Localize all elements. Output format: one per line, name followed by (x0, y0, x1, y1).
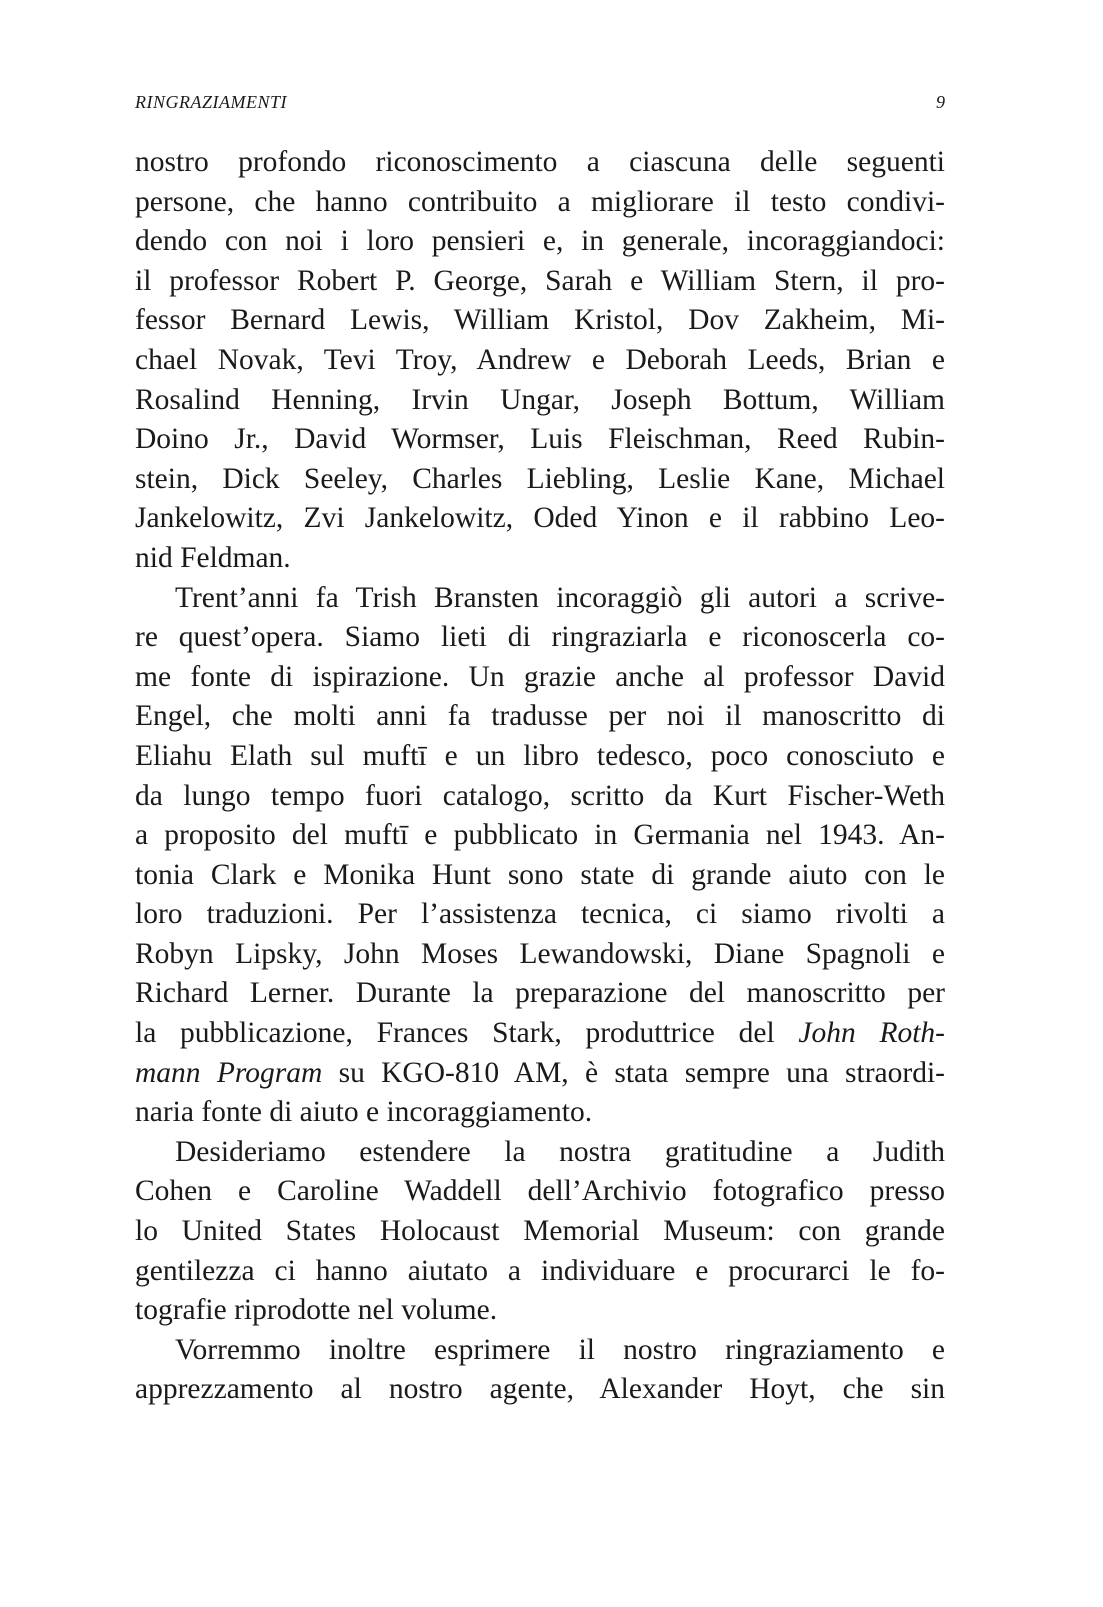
text-line: Trent’anni fa Trish Bransten incoraggiò gli autori a scrive- (175, 581, 945, 614)
text-line: apprezzamento al nostro agente, Alexander Hoyt, che sin (135, 1373, 945, 1406)
text-line: tonia Clark e Monika Hunt sono state di grande aiuto con le (135, 858, 945, 891)
book-title-italic: John Roth- (798, 1017, 945, 1050)
text-line: Cohen e Caroline Waddell dell’Archivio fotografico presso (135, 1175, 945, 1208)
text-run: la pubblicazione, Frances Stark, produttrice del (135, 1017, 799, 1050)
text-line: Jankelowitz, Zvi Jankelowitz, Oded Yinon e il rabbino Leo- (135, 502, 945, 535)
text-line: stein, Dick Seeley, Charles Liebling, Leslie Kane, Michael (135, 462, 945, 495)
text-run: su KGO-810 AM, è stata sempre una straordi- (322, 1056, 945, 1089)
text-line: Richard Lerner. Durante la preparazione del manoscritto per (135, 977, 945, 1010)
text-line: a proposito del muftī e pubblicato in Germania nel 1943. An- (135, 819, 945, 852)
text-line: gentilezza ci hanno aiutato a individuare e procurarci le fo- (135, 1254, 945, 1287)
text-line: Robyn Lipsky, John Moses Lewandowski, Diane Spagnoli e (135, 937, 945, 970)
text-line: re quest’opera. Siamo lieti di ringraziarla e riconoscerla co- (135, 621, 945, 654)
text-line: Rosalind Henning, Irvin Ungar, Joseph Bottum, William (135, 383, 945, 416)
text-line: dendo con noi i loro pensieri e, in generale, incoraggiandoci: (135, 225, 945, 258)
text-line: nid Feldman. (135, 541, 291, 574)
text-line: persone, che hanno contribuito a migliorare il testo condivi- (135, 185, 945, 218)
paragraph-1 (135, 143, 945, 579)
paragraph-2 (135, 579, 945, 1133)
paragraph-4 (135, 1331, 945, 1410)
text-line-with-title (135, 1014, 945, 1054)
text-line: Engel, che molti anni fa tradusse per noi il manoscritto di (135, 700, 945, 733)
text-line: tografie riprodotte nel volume. (135, 1294, 498, 1327)
page-number: 9 (936, 92, 945, 112)
text-line: fessor Bernard Lewis, William Kristol, Dov Zakheim, Mi- (135, 304, 945, 337)
text-line: il professor Robert P. George, Sarah e William Stern, il pro- (135, 264, 945, 297)
text-line: da lungo tempo fuori catalogo, scritto da Kurt Fischer-Weth (135, 779, 945, 812)
text-line: Desideriamo estendere la nostra gratitudine a Judith (175, 1135, 945, 1168)
text-line: naria fonte di aiuto e incoraggiamento. (135, 1096, 593, 1129)
text-line: chael Novak, Tevi Troy, Andrew e Deborah Leeds, Brian e (135, 343, 945, 376)
text-line: lo United States Holocaust Memorial Museum: con grande (135, 1215, 945, 1248)
text-line: Eliahu Elath sul muftī e un libro tedesco, poco conosciuto e (135, 739, 945, 772)
running-title: RINGRAZIAMENTI (135, 92, 287, 112)
text-line: me fonte di ispirazione. Un grazie anche al professor David (135, 660, 945, 693)
body-text (135, 143, 945, 1410)
text-line: Vorremmo inoltre esprimere il nostro ringraziamento e (175, 1333, 945, 1366)
text-line: nostro profondo riconoscimento a ciascuna delle seguenti (135, 146, 945, 178)
text-line: loro traduzioni. Per l’assistenza tecnica, ci siamo rivolti a (135, 898, 945, 931)
paragraph-3 (135, 1133, 945, 1331)
text-line: Doino Jr., David Wormser, Luis Fleischman, Reed Rubin- (135, 423, 945, 456)
running-head (135, 90, 945, 114)
text-line-with-title (135, 1054, 945, 1094)
book-title-italic: mann Program (135, 1056, 323, 1089)
